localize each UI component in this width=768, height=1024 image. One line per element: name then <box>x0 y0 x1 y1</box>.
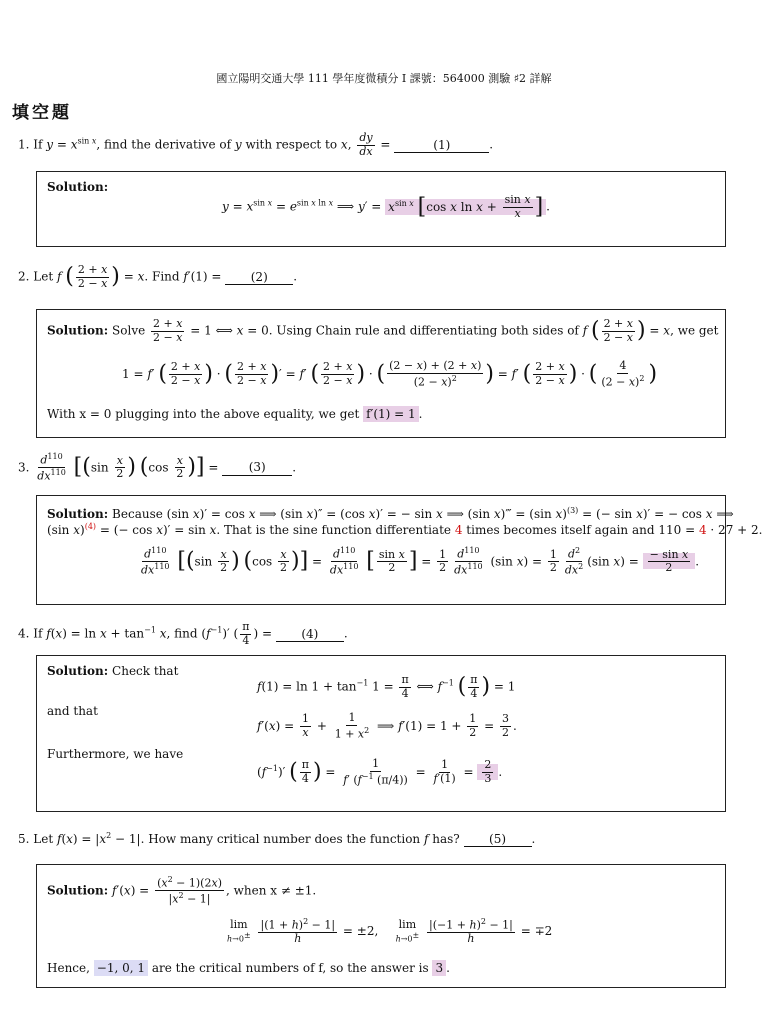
limit-equation: lim h→0± $\frac{|(1 + h)^2 - 1|}{h}$ = ±2, lim h→0± $\frac{|(-1 + h)^2 - 1|}{h}$ = ∓2 <box>227 917 553 946</box>
question-3: 3. $\frac{d^{110}}{dx^{110}}$ [(sin $\frac{x}{2}$ ) (cos $\frac{x}{2}$ )] = (3) . <box>18 452 297 483</box>
are-text: are the critical numbers of f, so the answer is <box>151 961 429 975</box>
highlighted-answer: $\frac{2}{3}$ <box>477 764 498 780</box>
highlighted-answer: $\frac{\text{− sin x}}{2}$ <box>643 553 696 569</box>
answer-blank[interactable]: (2) <box>225 270 293 285</box>
check-text: Check that <box>112 664 179 678</box>
answer-blank[interactable]: (5) <box>464 832 532 847</box>
equation-f1: $f(1) = \ln 1 + \tan^{-1} 1$ = $\frac{\pi}{4}$ ⟺ $f^{-1}$ ( $\frac{\pi}{4}$ ) = 1 <box>257 673 516 700</box>
solution-box-4 <box>36 655 726 812</box>
question-2: 2. Let f ( $\frac{2 + x}{2 - x}$ ) = x. Find f′(1) = (2) . <box>18 263 298 290</box>
solution-label: Solution: <box>47 507 109 521</box>
question-number: 3. <box>18 460 30 475</box>
solution-label: Solution: <box>47 664 109 678</box>
highlighted-answer: f′(1) = 1 <box>363 406 418 422</box>
highlighted-answer: $x^{sin x}$ [cos x ln x + $\frac{\text{sin x}}{x}$ ] <box>385 199 546 215</box>
question-number: 4. <box>18 626 30 641</box>
when-text: , when x ≠ ±1. <box>225 883 317 898</box>
solution-label: Solution: <box>47 323 109 338</box>
answer-blank[interactable]: (1) <box>394 138 489 153</box>
solution-box-3: Solution: Because (sin x)′ = cos x ⟹ (sin x)″ = (cos x)′ = − sin x ⟹ (sin x)‴ = (sin x)$^{(3)}$ = (− sin x)′ = − cos x ⟹ (sin x)$^{(4)}$ = (− cos x)′ = sin x. That is the sine function differentiate 4 times becomes itself again and 110 = 4 · 27 + 2. $\frac{d^{110}}{dx^{110}}$ [(sin $\frac{x}{2}$ ) (cos $\frac{x}{2}$ )] = $\frac{d^{110}}{dx^{110}}$ [ $\frac{\text{sin x}}{2}$ ] = $\frac{1}{2}$ $\frac{d^{110}}{dx^{110}}$ (sin x) = $\frac{1}{2}$ $\frac{d^2}{dx^2}$ (sin x) = $\frac{\text{− sin x}}{2}$ . <box>36 495 726 605</box>
solution-box-1 <box>36 171 726 247</box>
question-number: 1. <box>18 137 30 152</box>
equation-inverse: $(f^{-1})'$ ( $\frac{\pi}{4}$ ) = $\frac{1}{f' (f^{-1} (\pi/4))}$ = $\frac{1}{f'(1)}$ = $\frac{2}{3}$ . <box>257 757 503 787</box>
section-title: 填空題 <box>12 103 72 123</box>
equation-derivative: f′(x) = $\frac{1}{x}$ + $\frac{1}{1 + x^2}$ ⟹ f′(1) = 1 + $\frac{1}{2}$ = $\frac{3}{2}$ . <box>257 711 517 741</box>
solution-box-5: Solution: f′(x) = $\frac{(x^2 - 1)(2x)}{|x^2 - 1|}$ , when x ≠ ±1. lim h→0± $\frac{|(1 + h)^2 - 1|}{h}$ = ±2, lim h→0± $\frac{|(-1 + h)^2 - 1|}{h}$ = ∓2 Hence, −1, 0, 1 are the critical numbers of f, so the answer is 3 . <box>36 864 726 988</box>
question-4: 4. If $f(x) = \ln x + \tan^{-1} x$, find $(f^{-1})'$ ( $\frac{\pi}{4}$ ) = (4) . <box>18 620 348 647</box>
solution-equation: $y = x^{sin x} = e^{sin x ln x}$ ⟹ $y' = x^{sin x}$ [cos x ln x + $\frac{\text{sin x}}{x}$ ] . <box>222 193 550 220</box>
solution-label: Solution: <box>47 883 109 898</box>
hence-word: Hence, <box>47 961 90 975</box>
solution-box-2: Solution: Solve $\frac{2 + x}{2 - x}$ = 1 ⟺ x = 0. Using Chain rule and differentiating both sides of f ( $\frac{2 + x}{2 - x}$ ) = x, we get 1 = f′ ( $\frac{2 + x}{2 - x}$ ) · ( $\frac{2 + x}{2 - x}$ )′ = f′ ( $\frac{2 + x}{2 - x}$ ) · ( $\frac{(2 - x) + (2 + x)}{(2 - x)^2}$ ) = f′ ( $\frac{2 + x}{2 - x}$ ) · ( $\frac{4}{(2 - x)^2}$ ) With x = 0 plugging into the above equality, we get f′(1) = 1 . <box>36 309 726 438</box>
red-four: 4 <box>454 523 463 537</box>
times-text: times becomes itself again and 110 = <box>466 523 696 537</box>
because-word: Because <box>112 507 163 521</box>
question-number: 2. <box>18 269 30 284</box>
plug-in-line: With x = 0 plugging into the above equality, we get f′(1) = 1 . <box>47 407 423 421</box>
chain-rule-text: Using Chain rule and differentiating both sides of <box>276 323 579 338</box>
answer-blank[interactable]: (3) <box>222 460 292 475</box>
highlighted-answer: 3 <box>432 960 446 976</box>
question-5: 5. Let $f(x) = |x^2 - 1|$. How many critical number does the function f has? (5) . <box>18 831 536 846</box>
and-that-text: and that <box>47 704 98 718</box>
answer-blank[interactable]: (4) <box>276 627 344 642</box>
solution-equation: $\frac{d^{110}}{dx^{110}}$ [(sin $\frac{x}{2}$ ) (cos $\frac{x}{2}$ )] = $\frac{d^{110}}{dx^{110}}$ [ $\frac{\text{sin x}}{2}$ ] = $\frac{1}{2}$ $\frac{d^{110}}{dx^{110}}$ (sin x) = $\frac{1}{2}$ $\frac{d^2}{dx^2}$ (sin x) = $\frac{\text{− sin x}}{2}$ . <box>141 546 700 577</box>
we-get-text: , we get <box>670 323 719 338</box>
furthermore-text: Furthermore, we have <box>47 747 184 761</box>
solve-word: Solve <box>112 323 146 338</box>
plug-text: With x = 0 plugging into the above equality, we get <box>47 407 360 421</box>
page-header: 國立陽明交通大學 111 學年度微積分 I 課號：564000 測驗 ♯2 詳解 <box>216 72 552 85</box>
question-number: 5. <box>18 832 30 846</box>
line2-text: That is the sine function differentiate <box>224 523 451 537</box>
chain-rule-equation: 1 = f′ ( $\frac{2 + x}{2 - x}$ ) · ( $\frac{2 + x}{2 - x}$ )′ = f′ ( $\frac{2 + x}{2 - x}$ ) · ( $\frac{(2 - x) + (2 + x)}{(2 - x)^2}$ ) = f′ ( $\frac{2 + x}{2 - x}$ ) · ( $\frac{4}{(2 - x)^2}$ ) <box>122 359 658 389</box>
conclusion-line: Hence, −1, 0, 1 are the critical numbers of f, so the answer is 3 . <box>47 961 450 975</box>
solution-label: Solution: <box>47 180 109 194</box>
question-1: 1. If $y = x^{sin x}$, find the derivative of y with respect to x, $\frac{dy}{dx}$ = (1) . <box>18 131 494 158</box>
critical-numbers: −1, 0, 1 <box>94 960 148 976</box>
